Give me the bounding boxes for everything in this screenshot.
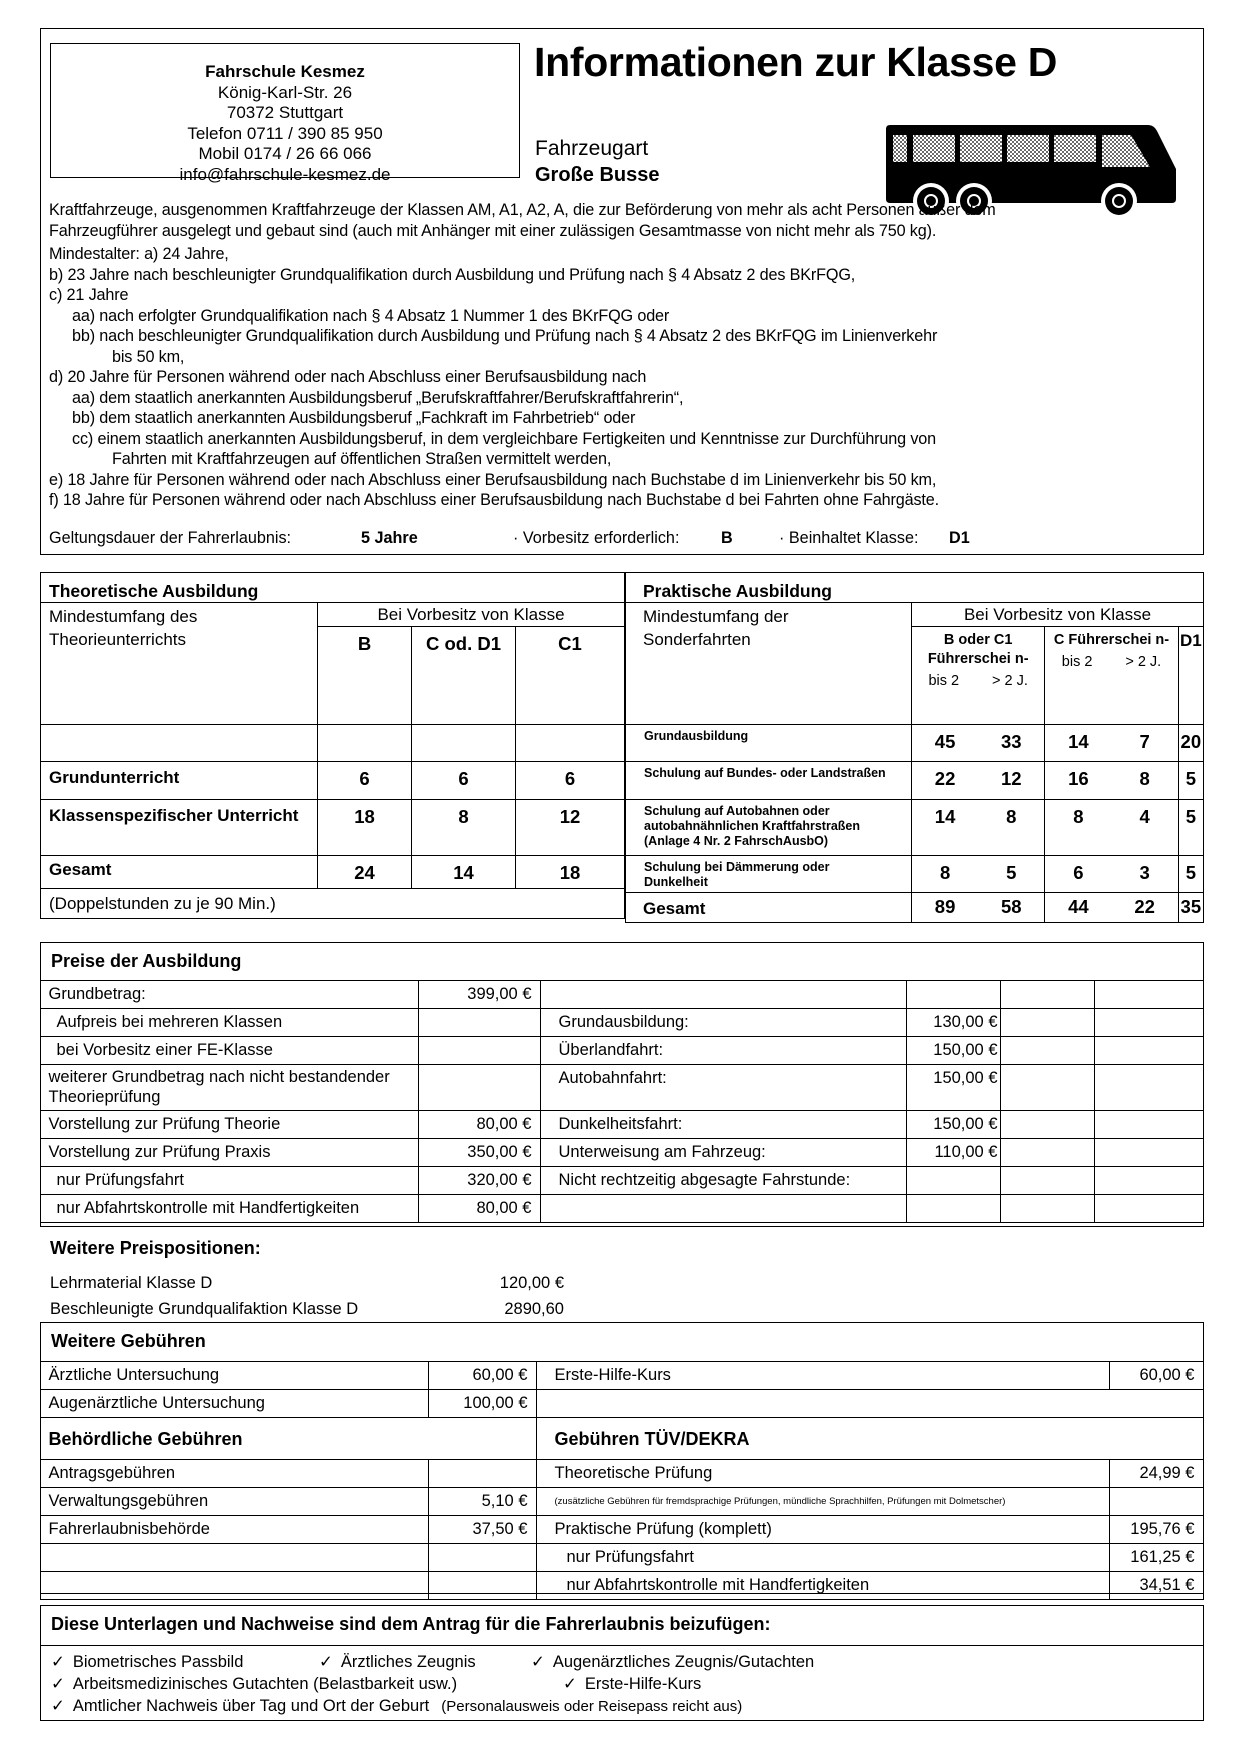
row-label: Schulung auf Autobahnen oder autobahnähnlichen Kraftfahrstraßen (Anlage 4 Nr. 2 FahrschAusbO) bbox=[626, 800, 912, 856]
school-address-block bbox=[50, 43, 520, 184]
min-age-line: bb) nach beschleunigter Grundqualifikation durch Ausbildung und Prüfung nach § 4 Absatz 2 des BKrFQG im Linienverkehr bbox=[72, 327, 938, 345]
cell-value: 6 bbox=[1045, 856, 1112, 893]
price-value: 150,00 € bbox=[906, 1111, 1000, 1139]
validity-label: Geltungsdauer der Fahrerlaubnis: bbox=[49, 529, 292, 547]
price-label: bei Vorbesitz einer FE-Klasse bbox=[40, 1037, 418, 1065]
fee-row bbox=[40, 1362, 1203, 1390]
description-line: Kraftfahrzeuge, ausgenommen Kraftfahrzeuge der Klassen AM, A1, A2, A, die zur Beförderung von mehr als acht Personen außer dem bbox=[49, 201, 996, 219]
price-item-value: 2890,60 bbox=[504, 1300, 564, 1318]
fee-row bbox=[40, 1390, 1203, 1418]
price-row bbox=[40, 981, 1203, 1009]
document-label: Ärztliches Zeugnis bbox=[340, 1653, 476, 1671]
fee-value bbox=[428, 1572, 536, 1600]
row-label: Grundausbildung bbox=[626, 725, 912, 762]
min-age-line: f) 18 Jahre für Personen während oder nach Abschluss einer Berufsausbildung nach Buchstabe d bei Fahrten ohne Fahrgäste. bbox=[49, 491, 939, 509]
class-info-header bbox=[40, 28, 1204, 555]
price-label: Dunkelheitsfahrt: bbox=[540, 1111, 906, 1139]
row-label: Grundunterricht bbox=[41, 762, 318, 800]
school-name: Fahrschule Kesmez bbox=[205, 62, 365, 81]
fee-label: Praktische Prüfung (komplett) bbox=[536, 1516, 1109, 1544]
checkmark-icon: ✓ bbox=[531, 1653, 545, 1671]
required-documents-section bbox=[40, 1605, 1204, 1721]
price-label: Überlandfahrt: bbox=[540, 1037, 906, 1065]
checkmark-icon: ✓ bbox=[319, 1653, 333, 1671]
document-item bbox=[563, 1674, 701, 1694]
price-label: Vorstellung zur Prüfung Theorie bbox=[40, 1111, 418, 1139]
table-row bbox=[41, 762, 625, 800]
description-line: Fahrzeugführer ausgelegt und gebaut sind (auch mit Anhänger mit einer zulässigen Gesamtmasse von nicht mehr als 750 kg). bbox=[49, 221, 937, 240]
document-item bbox=[531, 1652, 814, 1672]
theory-col-header: C1 bbox=[516, 627, 625, 725]
empty-cell bbox=[1000, 981, 1094, 1009]
fee-value: 161,25 € bbox=[1109, 1544, 1203, 1572]
price-value: 350,00 € bbox=[418, 1139, 540, 1167]
cell-value: 5 bbox=[1178, 800, 1203, 856]
birth-proof-note: (Personalausweis oder Reisepass reicht aus) bbox=[441, 1698, 743, 1715]
empty-cell bbox=[1094, 1111, 1203, 1139]
price-item-value: 120,00 € bbox=[499, 1274, 564, 1292]
theory-scope-label: Mindestumfang des Theorieunterrichts bbox=[41, 603, 318, 725]
fee-label: Erste-Hilfe-Kurs bbox=[536, 1362, 1109, 1390]
cell-value: 7 bbox=[1112, 725, 1179, 762]
cell-value: 22 bbox=[912, 762, 979, 800]
cell-value: 6 bbox=[318, 762, 412, 800]
practice-title: Praktische Ausbildung bbox=[626, 573, 1204, 603]
cell-value: 12 bbox=[516, 800, 625, 856]
fee-label: Ärztliche Untersuchung bbox=[40, 1362, 428, 1390]
min-age-line: e) 18 Jahre für Personen während oder nach Abschluss einer Berufsausbildung nach Buchstabe d im Linienverkehr bis 50 km, bbox=[49, 470, 937, 489]
price-label: Autobahnfahrt: bbox=[540, 1065, 906, 1111]
price-item-label: Beschleunigte Grundqualifaktion Klasse D bbox=[50, 1300, 359, 1318]
theory-col-header: B bbox=[318, 627, 412, 725]
fees-title: Weitere Gebühren bbox=[51, 1331, 206, 1351]
fee-value bbox=[1109, 1488, 1203, 1516]
sub-col-label: > 2 J. bbox=[1125, 654, 1162, 670]
prerequisite-label: · Vorbesitz erforderlich: bbox=[513, 529, 680, 547]
document-item bbox=[51, 1696, 742, 1716]
sub-col-label: bis 2 bbox=[928, 673, 960, 689]
theory-title: Theoretische Ausbildung bbox=[41, 573, 625, 603]
table-row bbox=[626, 856, 1204, 893]
price-row bbox=[40, 1139, 1203, 1167]
cell-value: 8 bbox=[1045, 800, 1112, 856]
theory-group-header: Bei Vorbesitz von Klasse bbox=[318, 603, 625, 627]
practice-group-header: Bei Vorbesitz von Klasse bbox=[912, 603, 1204, 627]
cell-value: 4 bbox=[1112, 800, 1179, 856]
row-label: Gesamt bbox=[626, 893, 912, 923]
price-value: 320,00 € bbox=[418, 1167, 540, 1195]
table-row bbox=[626, 762, 1204, 800]
price-row bbox=[40, 1167, 1203, 1195]
fee-row bbox=[40, 1488, 1203, 1516]
empty-cell bbox=[1094, 1065, 1203, 1111]
fee-label: nur Abfahrtskontrolle mit Handfertigkeiten bbox=[536, 1572, 1109, 1600]
cell-value: 14 bbox=[412, 856, 516, 889]
includes-class-label: · Beinhaltet Klasse: bbox=[779, 529, 919, 547]
cell-value: 58 bbox=[978, 893, 1045, 923]
vehicle-type-value: Große Busse bbox=[535, 164, 660, 186]
fee-label: Augenärztliche Untersuchung bbox=[40, 1390, 428, 1418]
cell-value: 8 bbox=[412, 800, 516, 856]
table-row bbox=[41, 856, 625, 889]
vehicle-type-label: Fahrzeugart bbox=[535, 137, 649, 160]
price-item-label: Lehrmaterial Klasse D bbox=[50, 1274, 213, 1292]
empty-cell bbox=[1094, 1195, 1203, 1223]
col-group-label: B oder C1 Führerschei n- bbox=[927, 632, 1029, 667]
theory-training-table bbox=[40, 572, 625, 919]
price-label: weiterer Grundbetrag nach nicht bestandender Theorieprüfung bbox=[40, 1065, 418, 1111]
price-value bbox=[418, 1009, 540, 1037]
prices-title: Preise der Ausbildung bbox=[51, 951, 242, 971]
cell-value: 18 bbox=[516, 856, 625, 889]
empty-cell bbox=[1000, 1037, 1094, 1065]
documents-title: Diese Unterlagen und Nachweise sind dem Antrag für die Fahrerlaubnis beizufügen: bbox=[51, 1614, 771, 1634]
cell-value: 14 bbox=[1045, 725, 1112, 762]
empty-cell bbox=[1000, 1065, 1094, 1111]
theory-col-header: C od. D1 bbox=[412, 627, 516, 725]
cell-value: 44 bbox=[1045, 893, 1112, 923]
price-row bbox=[40, 1037, 1203, 1065]
cell-value: 33 bbox=[978, 725, 1045, 762]
prerequisite-value: B bbox=[721, 529, 733, 547]
fee-value: 5,10 € bbox=[428, 1488, 536, 1516]
min-age-line: bis 50 km, bbox=[112, 347, 185, 366]
empty-cell bbox=[1000, 1139, 1094, 1167]
row-label: Schulung bei Dämmerung oder Dunkelheit bbox=[626, 856, 912, 893]
practice-col-group bbox=[912, 627, 1045, 725]
row-label: Klassenspezifischer Unterricht bbox=[41, 800, 318, 856]
fee-value bbox=[428, 1544, 536, 1572]
cell-value: 20 bbox=[1178, 725, 1203, 762]
document-item bbox=[319, 1652, 476, 1672]
price-row bbox=[40, 1111, 1203, 1139]
fee-value bbox=[428, 1460, 536, 1488]
checkmark-icon: ✓ bbox=[51, 1653, 65, 1671]
cell-value: 6 bbox=[412, 762, 516, 800]
theory-footnote: (Doppelstunden zu je 90 Min.) bbox=[41, 889, 625, 919]
min-age-line: b) 23 Jahre nach beschleunigter Grundqualifikation durch Ausbildung und Prüfung nach § 4 Absatz 2 des BKrFQG, bbox=[49, 265, 856, 284]
cell-value: 12 bbox=[978, 762, 1045, 800]
price-value: 80,00 € bbox=[418, 1111, 540, 1139]
cell-value: 89 bbox=[912, 893, 979, 923]
price-label: nur Prüfungsfahrt bbox=[40, 1167, 418, 1195]
tuev-fees-title: Gebühren TÜV/DEKRA bbox=[536, 1418, 1203, 1460]
practical-training-table bbox=[625, 572, 1204, 923]
checkmark-icon: ✓ bbox=[51, 1675, 65, 1693]
cell-value: 6 bbox=[516, 762, 625, 800]
price-label bbox=[540, 1195, 906, 1223]
fee-row bbox=[40, 1516, 1203, 1544]
school-city: 70372 Stuttgart bbox=[226, 103, 344, 122]
table-row bbox=[626, 725, 1204, 762]
price-label: Aufpreis bei mehreren Klassen bbox=[40, 1009, 418, 1037]
empty-cell bbox=[536, 1390, 1203, 1418]
empty-cell bbox=[1094, 1167, 1203, 1195]
fees-section bbox=[40, 1322, 1204, 1594]
min-age-line: Mindestalter: a) 24 Jahre, bbox=[49, 245, 229, 263]
fee-label: nur Prüfungsfahrt bbox=[536, 1544, 1109, 1572]
fee-label bbox=[40, 1572, 428, 1600]
price-label: Vorstellung zur Prüfung Praxis bbox=[40, 1139, 418, 1167]
fee-value: 195,76 € bbox=[1109, 1516, 1203, 1544]
price-label bbox=[540, 981, 906, 1009]
cell-value: 18 bbox=[318, 800, 412, 856]
min-age-line: aa) dem staatlich anerkannten Ausbildungsberuf „Berufskraftfahrer/Berufskraftfahrerin“, bbox=[72, 388, 684, 407]
price-value: 399,00 € bbox=[418, 981, 540, 1009]
price-label: nur Abfahrtskontrolle mit Handfertigkeiten bbox=[40, 1195, 418, 1223]
empty-cell bbox=[41, 725, 318, 762]
cell-value: 16 bbox=[1045, 762, 1112, 800]
checkmark-icon: ✓ bbox=[51, 1697, 65, 1715]
price-label: Grundbetrag: bbox=[40, 981, 418, 1009]
document-item bbox=[51, 1674, 457, 1694]
price-value bbox=[418, 1037, 540, 1065]
col-group-label: C Führerschei n- bbox=[1053, 632, 1170, 648]
price-label: Nicht rechtzeitig abgesagte Fahrstunde: bbox=[540, 1167, 906, 1195]
cell-value: 5 bbox=[978, 856, 1045, 893]
validity-value: 5 Jahre bbox=[361, 529, 418, 547]
price-value: 130,00 € bbox=[906, 1009, 1000, 1037]
price-value bbox=[906, 1195, 1000, 1223]
school-street: König-Karl-Str. 26 bbox=[217, 82, 353, 102]
fee-label: Fahrerlaubnisbehörde bbox=[40, 1516, 428, 1544]
table-row bbox=[41, 800, 625, 856]
authority-fees-title: Behördliche Gebühren bbox=[40, 1418, 536, 1460]
price-row bbox=[40, 1195, 1203, 1223]
fee-value: 37,50 € bbox=[428, 1516, 536, 1544]
empty-cell bbox=[1000, 1111, 1094, 1139]
price-value: 150,00 € bbox=[906, 1065, 1000, 1111]
fee-label: Antragsgebühren bbox=[40, 1460, 428, 1488]
empty-cell bbox=[1000, 1009, 1094, 1037]
cell-value: 8 bbox=[912, 856, 979, 893]
fee-label bbox=[40, 1544, 428, 1572]
cell-value: 8 bbox=[978, 800, 1045, 856]
empty-cell bbox=[1000, 1167, 1094, 1195]
min-age-line: d) 20 Jahre für Personen während oder nach Abschluss einer Berufsausbildung nach bbox=[49, 368, 647, 386]
document-label: Augenärztliches Zeugnis/Gutachten bbox=[552, 1653, 815, 1671]
school-mobile: Mobil 0174 / 26 66 066 bbox=[198, 144, 372, 163]
fee-value: 34,51 € bbox=[1109, 1572, 1203, 1600]
empty-cell bbox=[516, 725, 625, 762]
price-label: Unterweisung am Fahrzeug: bbox=[540, 1139, 906, 1167]
empty-cell bbox=[1094, 1037, 1203, 1065]
practice-scope-label: Mindestumfang der Sonderfahrten bbox=[626, 603, 912, 725]
fee-label: Verwaltungsgebühren bbox=[40, 1488, 428, 1516]
fee-value: 24,99 € bbox=[1109, 1460, 1203, 1488]
fee-value: 60,00 € bbox=[428, 1362, 536, 1390]
min-age-line: aa) nach erfolgter Grundqualifikation nach § 4 Absatz 1 Nummer 1 des BKrFQG oder bbox=[72, 306, 670, 325]
empty-cell bbox=[412, 725, 516, 762]
checkmark-icon: ✓ bbox=[563, 1675, 577, 1693]
cell-value: 3 bbox=[1112, 856, 1179, 893]
document-label: Erste-Hilfe-Kurs bbox=[584, 1675, 702, 1693]
price-label: Grundausbildung: bbox=[540, 1009, 906, 1037]
additional-prices-title: Weitere Preispositionen: bbox=[50, 1238, 261, 1258]
price-value bbox=[906, 1167, 1000, 1195]
cell-value: 22 bbox=[1112, 893, 1179, 923]
min-age-line: c) 21 Jahre bbox=[49, 286, 129, 304]
divider bbox=[41, 1645, 1203, 1646]
cell-value: 24 bbox=[318, 856, 412, 889]
row-label: Schulung auf Bundes- oder Landstraßen bbox=[626, 762, 912, 800]
document-label: Biometrisches Passbild bbox=[72, 1653, 244, 1671]
fee-row bbox=[40, 1572, 1203, 1600]
document-label: Amtlicher Nachweis über Tag und Ort der Geburt bbox=[72, 1697, 430, 1715]
page-title: Informationen zur Klasse D bbox=[534, 39, 1058, 85]
document-item bbox=[51, 1652, 243, 1672]
min-age-line: Fahrten mit Kraftfahrzeugen auf öffentlichen Straßen vermittelt werden, bbox=[112, 450, 612, 468]
practice-col-d1: D1 bbox=[1178, 627, 1203, 725]
min-age-line: bb) dem staatlich anerkannten Ausbildungsberuf „Fachkraft im Fahrbetrieb“ oder bbox=[72, 409, 636, 427]
cell-value: 5 bbox=[1178, 762, 1203, 800]
empty-cell bbox=[1094, 1009, 1203, 1037]
cell-value: 14 bbox=[912, 800, 979, 856]
empty-cell bbox=[318, 725, 412, 762]
row-label: Gesamt bbox=[41, 856, 318, 889]
additional-prices bbox=[40, 1234, 580, 1318]
table-row-total bbox=[626, 893, 1204, 923]
class-description bbox=[49, 200, 1199, 511]
cell-value: 35 bbox=[1178, 893, 1203, 923]
price-value bbox=[418, 1065, 540, 1111]
price-row bbox=[40, 1065, 1203, 1111]
school-phone: Telefon 0711 / 390 85 950 bbox=[187, 123, 383, 143]
prices-table bbox=[40, 980, 1204, 1223]
includes-class-value: D1 bbox=[949, 529, 970, 547]
fee-value: 60,00 € bbox=[1109, 1362, 1203, 1390]
price-value: 150,00 € bbox=[906, 1037, 1000, 1065]
price-row bbox=[40, 1009, 1203, 1037]
sub-col-label: bis 2 bbox=[1061, 654, 1093, 670]
training-section bbox=[40, 572, 1204, 934]
fee-value: 100,00 € bbox=[428, 1390, 536, 1418]
school-email: info@fahrschule-kesmez.de bbox=[179, 164, 391, 184]
empty-cell bbox=[1094, 981, 1203, 1009]
table-row bbox=[626, 800, 1204, 856]
fee-label: Theoretische Prüfung bbox=[536, 1460, 1109, 1488]
prices-section bbox=[40, 942, 1204, 1227]
practice-col-group bbox=[1045, 627, 1178, 725]
min-age-line: cc) einem staatlich anerkannten Ausbildungsberuf, in dem vergleichbare Fertigkeiten und Kenntnisse zur Durchführung von bbox=[72, 429, 936, 448]
document-label: Arbeitsmedizinisches Gutachten (Belastbarkeit usw.) bbox=[72, 1675, 458, 1693]
price-value: 80,00 € bbox=[418, 1195, 540, 1223]
cell-value: 45 bbox=[912, 725, 979, 762]
fee-row bbox=[40, 1544, 1203, 1572]
cell-value: 5 bbox=[1178, 856, 1203, 893]
fee-row bbox=[40, 1460, 1203, 1488]
sub-col-label: > 2 J. bbox=[992, 673, 1028, 689]
fees-table bbox=[40, 1361, 1204, 1600]
cell-value: 8 bbox=[1112, 762, 1179, 800]
empty-cell bbox=[1094, 1139, 1203, 1167]
empty-cell bbox=[1000, 1195, 1094, 1223]
fee-note: (zusätzliche Gebühren für fremdsprachige Prüfungen, mündliche Sprachhilfen, Prüfungen mit Dolmetscher) bbox=[536, 1488, 1109, 1516]
price-value: 110,00 € bbox=[906, 1139, 1000, 1167]
price-value bbox=[906, 981, 1000, 1009]
